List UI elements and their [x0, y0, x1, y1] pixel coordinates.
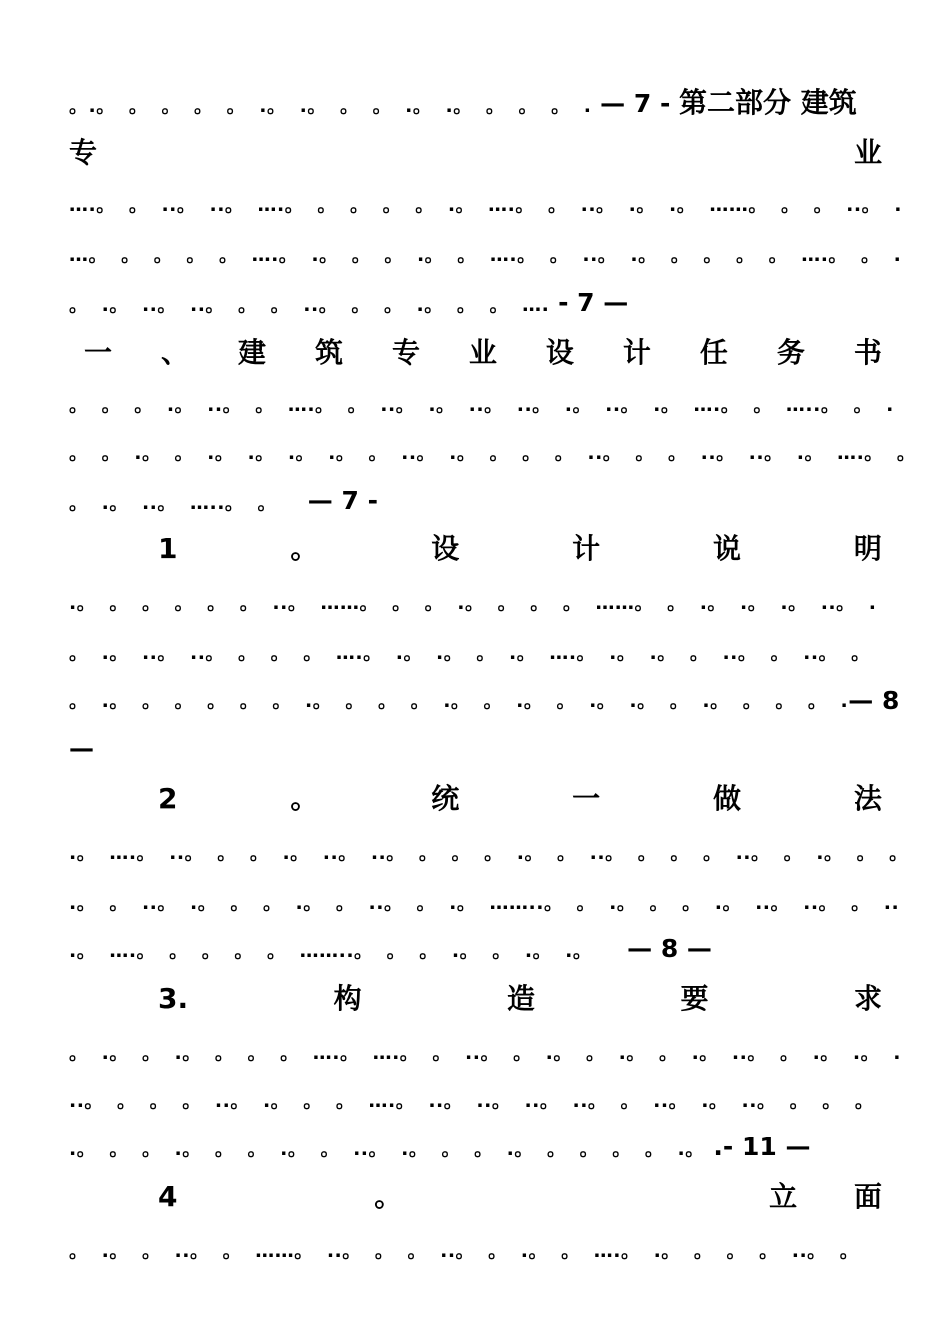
heading-char: 计	[622, 336, 651, 369]
heading-char: 务	[776, 336, 805, 369]
leader-dots-line: ..。 。 。 。 ..。 .。 。 。 ….。 ..。 ..。 ..。 ..。 。 ..。 .。 ..。 。 。 。	[69, 1090, 875, 1112]
page-number: — 7 -	[307, 486, 378, 515]
heading-char: 筑	[314, 336, 343, 369]
toc-item-design-notes	[158, 532, 882, 566]
item-title-char: 明	[853, 532, 882, 565]
part-title-char: 业	[853, 136, 882, 169]
page-number: - 7 —	[558, 288, 629, 317]
toc-line-end	[69, 484, 882, 518]
item-title-char: 做	[713, 782, 742, 815]
page-number: .- 11 —	[713, 1132, 811, 1161]
toc-line-part2-continued	[69, 136, 882, 170]
heading-char: 设	[545, 336, 574, 369]
item-number: 4	[158, 1180, 178, 1213]
item-number: 1	[158, 532, 178, 565]
leader-dots: 。 .。 ..。 …..。 。	[69, 492, 278, 514]
item-title-char: 要	[680, 982, 709, 1015]
leader-dots-line: 。 .。 。 ..。 。 ……。 ..。 。 。 ..。 。 .。 。 ….。 .。 。 。 。 ..。 。	[69, 1240, 860, 1262]
leader-dots-line: 。 。 .。 。 .。 .。 .。 .。 。 ..。 .。 。 。 。 ..。 。 。 ..。 ..。 .。 ….。 。	[69, 442, 917, 464]
leader-dots: .。 ….。 。 。 。 。 ……..。 。 。 .。 。 .。 .。	[69, 940, 593, 962]
leader-dots-line: 。 .。 ..。 ..。 。 。 。 ….。 .。 .。 。 .。 ….。 .。 .。 。 ..。 。 ..。 。	[69, 642, 871, 664]
heading-char: 任	[699, 336, 728, 369]
leader-dots-line: ….。 。 ..。 ..。 ….。 。 。 。 。 .。 ….。 。 ..。 .。 .。 ……。 。 。 ..。 .	[69, 194, 902, 216]
item-number: 3.	[158, 982, 189, 1015]
item-title-char: 面	[853, 1180, 882, 1213]
leader-dots: .。 。 。 .。 。 。 .。 。 ..。 .。 。 。 .。 。 。 。 。 .。	[69, 1138, 705, 1160]
page-number: — 8	[848, 686, 900, 715]
heading-char: 建	[237, 336, 266, 369]
toc-line-end	[69, 286, 882, 320]
page-number: — 7 -	[600, 89, 671, 118]
toc-line-end	[69, 684, 900, 718]
item-title-char: 计	[572, 532, 601, 565]
page-number-continued: —	[69, 734, 94, 763]
item-title-char: 求	[853, 982, 882, 1015]
leader-dots-line: .。 。 ..。 .。 。 。 .。 。 ..。 。 .。 ……..。 。 .。 。 。 .。 ..。 ..。 。 ..	[69, 892, 900, 914]
heading-char: 书	[853, 336, 882, 369]
item-mark: 。	[290, 782, 319, 815]
item-title-char: 造	[507, 982, 536, 1015]
item-mark: 。	[290, 532, 319, 565]
part-title: 第二部分 建筑	[679, 86, 857, 119]
toc-line-part2	[69, 86, 882, 120]
item-title-char: 设	[431, 532, 460, 565]
heading-char: 专	[391, 336, 420, 369]
item-number: 2	[158, 782, 178, 815]
part-title-char: 专	[69, 136, 98, 169]
leader-dots: 。 .。 。 。 。 。 。 .。 。 。 。 .。 。 .。 。 .。 .。 。 .。 。 。 。 .	[69, 690, 849, 712]
toc-item-elevation	[158, 1180, 882, 1214]
leader-dots-line: …。 。 。 。 。 ….。 .。 。 。 .。 。 ….。 。 ..。 .。 。 。 。 。 ….。 。 .	[69, 244, 902, 266]
heading-char: 、	[160, 336, 189, 369]
heading-char: 业	[468, 336, 497, 369]
leader-dots: 。 .。 ..。 ..。 。 。 ..。 。 。 .。 。 。 ….	[69, 294, 550, 316]
item-title-char: 构	[333, 982, 362, 1015]
item-title-char: 一	[572, 782, 601, 815]
heading-char: 一	[84, 336, 113, 369]
toc-item-unified-practice	[158, 782, 882, 816]
item-title-char: 说	[713, 532, 742, 565]
toc-line-end	[69, 932, 882, 966]
item-title-char: 立	[769, 1180, 798, 1213]
leader-dots-line: 。 .。 。 .。 。 。 。 ….。 ….。 。 ..。 。 .。 。 .。 。 .。 ..。 。 .。 .。 .	[69, 1042, 901, 1064]
toc-line-end	[69, 1130, 882, 1164]
toc-item-construction-requirements	[158, 982, 882, 1016]
leader-dots-line: 。 。 。 .。 ..。 。 ….。 。 ..。 .。 ..。 ..。 .。 ..。 .。 ….。 。 …..。 。 .	[69, 394, 894, 416]
item-title-char: 法	[853, 782, 882, 815]
item-mark: 。	[374, 1180, 403, 1213]
item-title-char: 统	[431, 782, 460, 815]
leader-dots-line: .。 ….。 ..。 。 。 .。 ..。 ..。 。 。 。 .。 。 ..。 。 。 。 ..。 。 .。 。 。	[69, 842, 909, 864]
section-heading-design-brief	[84, 336, 882, 370]
leader-dots-line: .。 。 。 。 。 。 ..。 ……。 。 。 .。 。 。 。 ……。 。 .。 .。 .。 ..。 .	[69, 592, 877, 614]
leader-dots: 。.。 。 。 。 。 .。 .。 。 。 .。 .。 。 。 。 .	[69, 95, 592, 117]
page-number: — 8 —	[627, 934, 712, 963]
